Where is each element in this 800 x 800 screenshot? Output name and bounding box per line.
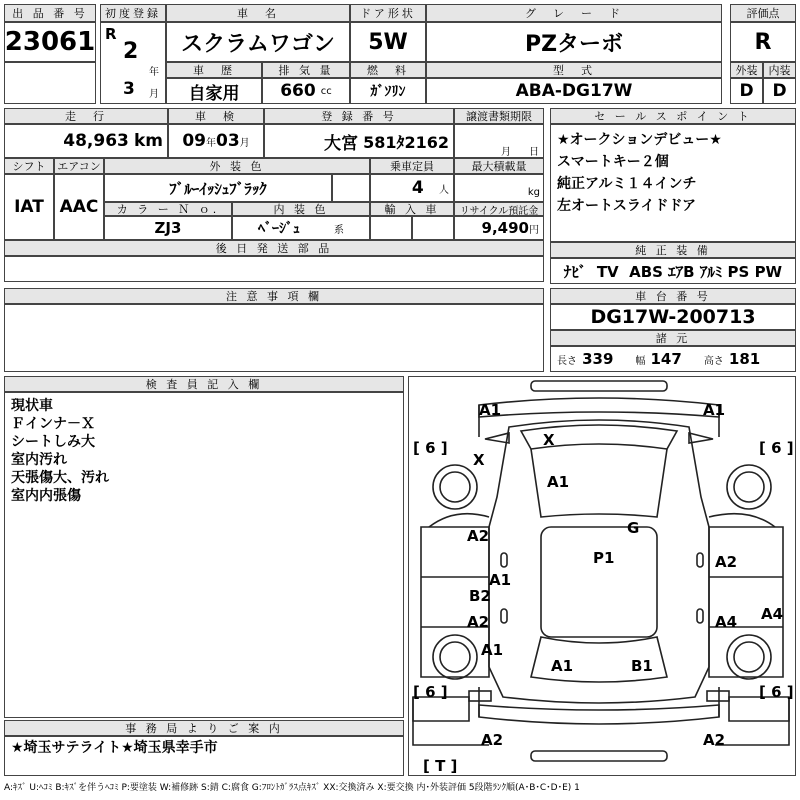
chassis-value [550, 304, 796, 330]
trunk-label: T [435, 757, 446, 775]
tire-mark: [ 6 ] [413, 683, 448, 701]
capacity-value [370, 174, 454, 202]
transfer-month-unit: 月 [501, 147, 511, 158]
ac-value [54, 174, 104, 240]
year-unit: 年 [149, 67, 159, 78]
specs-value [550, 346, 796, 372]
damage-mark: A1 [551, 657, 574, 675]
lot-no-blank [4, 62, 96, 104]
specs-label: 諸 元 [550, 330, 796, 346]
int-color-text: ﾍﾞｰｼﾞｭ [258, 221, 300, 237]
trunk-mark: [ T ] [423, 757, 458, 775]
inspection-year: 09 [182, 131, 206, 151]
inspector-note: シートしみ大 [11, 434, 95, 450]
caution-label: 注 意 事 項 欄 [4, 288, 544, 304]
ext-color-label: 外 装 色 [104, 158, 370, 174]
damage-mark: B2 [469, 587, 491, 605]
inspection-month-unit: 月 [239, 137, 250, 149]
max-load-label: 最大積載量 [454, 158, 544, 174]
length-value: 339 [582, 350, 614, 368]
chassis-label: 車 台 番 号 [550, 288, 796, 304]
sales-points-label: セ ー ル ス ポ イ ン ト [550, 108, 796, 124]
ext-color-blank [332, 174, 370, 202]
import-value-b [412, 216, 454, 240]
km-unit: km [133, 131, 163, 151]
damage-mark: G [627, 519, 640, 537]
displacement-text: 660 [280, 81, 316, 101]
reg-month: 3 [123, 79, 135, 99]
sales-point: 純正アルミ１４インチ [557, 176, 697, 192]
transfer-label: 譲渡書類期限 [454, 108, 544, 124]
inspector-note: 室内内張傷 [11, 488, 81, 504]
first-reg-box [100, 22, 166, 104]
max-load-value [454, 174, 544, 202]
history-text: 自家用 [188, 83, 240, 104]
kg-unit: kg [527, 187, 540, 198]
damage-mark: X [473, 451, 485, 469]
inspector-label: 検 査 員 記 入 欄 [4, 376, 404, 392]
fuel-label: 燃 料 [350, 62, 426, 78]
shift-value [4, 174, 54, 240]
shift-text: IAT [14, 197, 44, 217]
lot-no-value [4, 22, 96, 62]
displacement-label: 排 気 量 [262, 62, 350, 78]
import-label: 輸 入 車 [370, 202, 454, 216]
equipment-value [550, 258, 796, 284]
model-text: ABA-DG17W [515, 81, 633, 101]
inspector-notes [4, 392, 404, 718]
door-label: ドア形状 [350, 4, 426, 22]
reg-number: 581ﾀ2162 [363, 132, 449, 152]
tire-mark: [ 6 ] [413, 439, 448, 457]
ac-label: エアコン [54, 158, 104, 174]
displacement-value [262, 78, 350, 104]
car-outline-drawing [409, 377, 795, 775]
tire-rr: 6 [771, 683, 782, 701]
inspection-label: 車 検 [168, 108, 264, 124]
damage-mark: A2 [703, 731, 726, 749]
yen-unit: 円 [529, 224, 539, 236]
int-color-label: 内 装 色 [232, 202, 370, 216]
cc-unit: cc [320, 85, 332, 97]
damage-mark: A1 [703, 401, 726, 419]
mileage-label: 走 行 [4, 108, 168, 124]
car-diagram [408, 376, 796, 776]
reg-no-label: 登 録 番 号 [264, 108, 454, 124]
ac-text: AAC [59, 197, 99, 217]
width-value: 147 [650, 350, 682, 368]
inspection-year-unit: 年 [206, 137, 216, 149]
inspector-note: 現状車 [11, 398, 53, 414]
car-name-text: スクラムワゴン [181, 31, 335, 57]
door-value [350, 22, 426, 62]
width-label: 幅 [635, 355, 646, 367]
office-note-text: ★埼玉サテライト★埼玉県幸手市 [11, 740, 218, 756]
ext-color-value [104, 174, 332, 202]
inspection-value [168, 124, 264, 158]
inspection-month: 03 [216, 131, 240, 151]
score-value [730, 22, 796, 62]
damage-mark: A2 [715, 553, 738, 571]
kei-unit: 系 [334, 224, 344, 236]
recycle-label: リサイクル預託金 [454, 202, 544, 216]
model-label: 型 式 [426, 62, 722, 78]
tire-fl: 6 [425, 439, 436, 457]
damage-mark: A1 [547, 473, 570, 491]
int-color-value [232, 216, 370, 240]
lot-no-label: 出 品 番 号 [4, 4, 96, 22]
color-no-text: ZJ3 [154, 219, 182, 237]
damage-mark: A4 [715, 613, 738, 631]
damage-mark: A4 [761, 605, 784, 623]
mileage-text: 48,963 [63, 131, 129, 151]
inspector-note: 天張傷大、汚れ [11, 470, 109, 486]
capacity-label: 乗車定員 [370, 158, 454, 174]
int-score-text: D [772, 81, 787, 101]
history-value [166, 78, 262, 104]
damage-mark: B1 [631, 657, 653, 675]
capacity-text: 4 [411, 178, 424, 198]
sales-point: スマートキー２個 [557, 154, 669, 170]
ext-score-label: 外装 [730, 62, 763, 78]
model-value [426, 78, 722, 104]
grade-value [426, 22, 722, 62]
office-label: 事 務 局 よ り ご 案 内 [4, 720, 404, 736]
lot-no-text: 23061 [4, 27, 96, 57]
damage-mark: A2 [467, 613, 490, 631]
sales-point: ★オークションデビュー★ [557, 132, 722, 148]
length-label: 長さ [557, 355, 577, 367]
tire-mark: [ 6 ] [759, 439, 794, 457]
mileage-value [4, 124, 168, 158]
sales-point: 左オートスライドドア [557, 198, 697, 214]
height-label: 高さ [703, 355, 724, 367]
recycle-text: 9,490 [481, 219, 529, 237]
transfer-day-unit: 日 [529, 147, 539, 158]
damage-mark: A1 [481, 641, 504, 659]
history-label: 車 歴 [166, 62, 262, 78]
door-text: 5W [368, 29, 408, 55]
car-name-label: 車 名 [166, 4, 350, 22]
recycle-value [454, 216, 544, 240]
damage-mark: A2 [467, 527, 490, 545]
height-value: 181 [728, 350, 761, 368]
tire-rl: 6 [425, 683, 436, 701]
sales-points-list [550, 124, 796, 242]
car-name-value [166, 22, 350, 62]
reg-area: 大宮 [323, 133, 358, 154]
damage-mark: A1 [479, 401, 502, 419]
damage-mark: A1 [489, 571, 512, 589]
later-parts-label: 後 日 発 送 部 品 [4, 240, 544, 256]
transfer-value [454, 124, 544, 158]
ext-score-text: D [739, 81, 754, 101]
import-value-a [370, 216, 412, 240]
color-no-label: カ ラ ー Ｎ ｏ. [104, 202, 232, 216]
reg-no-value [264, 124, 454, 158]
grade-label: グ レ ー ド [426, 4, 722, 22]
legend: A:ｷｽﾞ U:ﾍｺﾐ B:ｷｽﾞを伴うﾍｺﾐ P:要塗装 W:補修跡 S:錆 C:腐食 G:ﾌﾛﾝﾄｶﾞﾗｽ点ｷｽﾞ XX:交換済み X:要交換 内･外装評価 5段階ﾗﾝｸ順(A･B･C･D･E) 1 [4, 783, 580, 793]
fuel-value [350, 78, 426, 104]
damage-mark: P1 [593, 549, 615, 567]
inspector-note: Ｆインナ－Ｘ [11, 416, 95, 432]
shift-label: シフト [4, 158, 54, 174]
later-parts-value [4, 256, 544, 282]
reg-year: 2 [123, 39, 139, 64]
chassis-text: DG17W-200713 [590, 306, 756, 328]
equipment-label: 純 正 装 備 [550, 242, 796, 258]
int-score-label: 内装 [763, 62, 796, 78]
ext-color-text: ﾌﾞﾙｰｲｯｼｭﾌﾞﾗｯｸ [169, 179, 267, 198]
tire-fr: 6 [771, 439, 782, 457]
era: R [105, 25, 117, 43]
tire-mark: [ 6 ] [759, 683, 794, 701]
damage-mark: X [543, 431, 555, 449]
persons-unit: 人 [439, 184, 449, 196]
grade-text: PZターボ [524, 31, 624, 57]
damage-mark: A2 [481, 731, 504, 749]
score-label: 評価点 [730, 4, 796, 22]
month-unit: 月 [149, 89, 159, 100]
inspector-note: 室内汚れ [11, 452, 67, 468]
office-note [4, 736, 404, 776]
fuel-text: ｶﾞｿﾘﾝ [370, 84, 406, 100]
ext-score-value [730, 78, 763, 104]
caution-value [4, 304, 544, 372]
equipment-text: ﾅﾋﾞ TV ABS ｴｱB ｱﾙﾐ PS PW [563, 262, 783, 281]
first-reg-label: 初度登録 [100, 4, 166, 22]
int-score-value [763, 78, 796, 104]
color-no-value [104, 216, 232, 240]
score-text: R [754, 29, 772, 55]
